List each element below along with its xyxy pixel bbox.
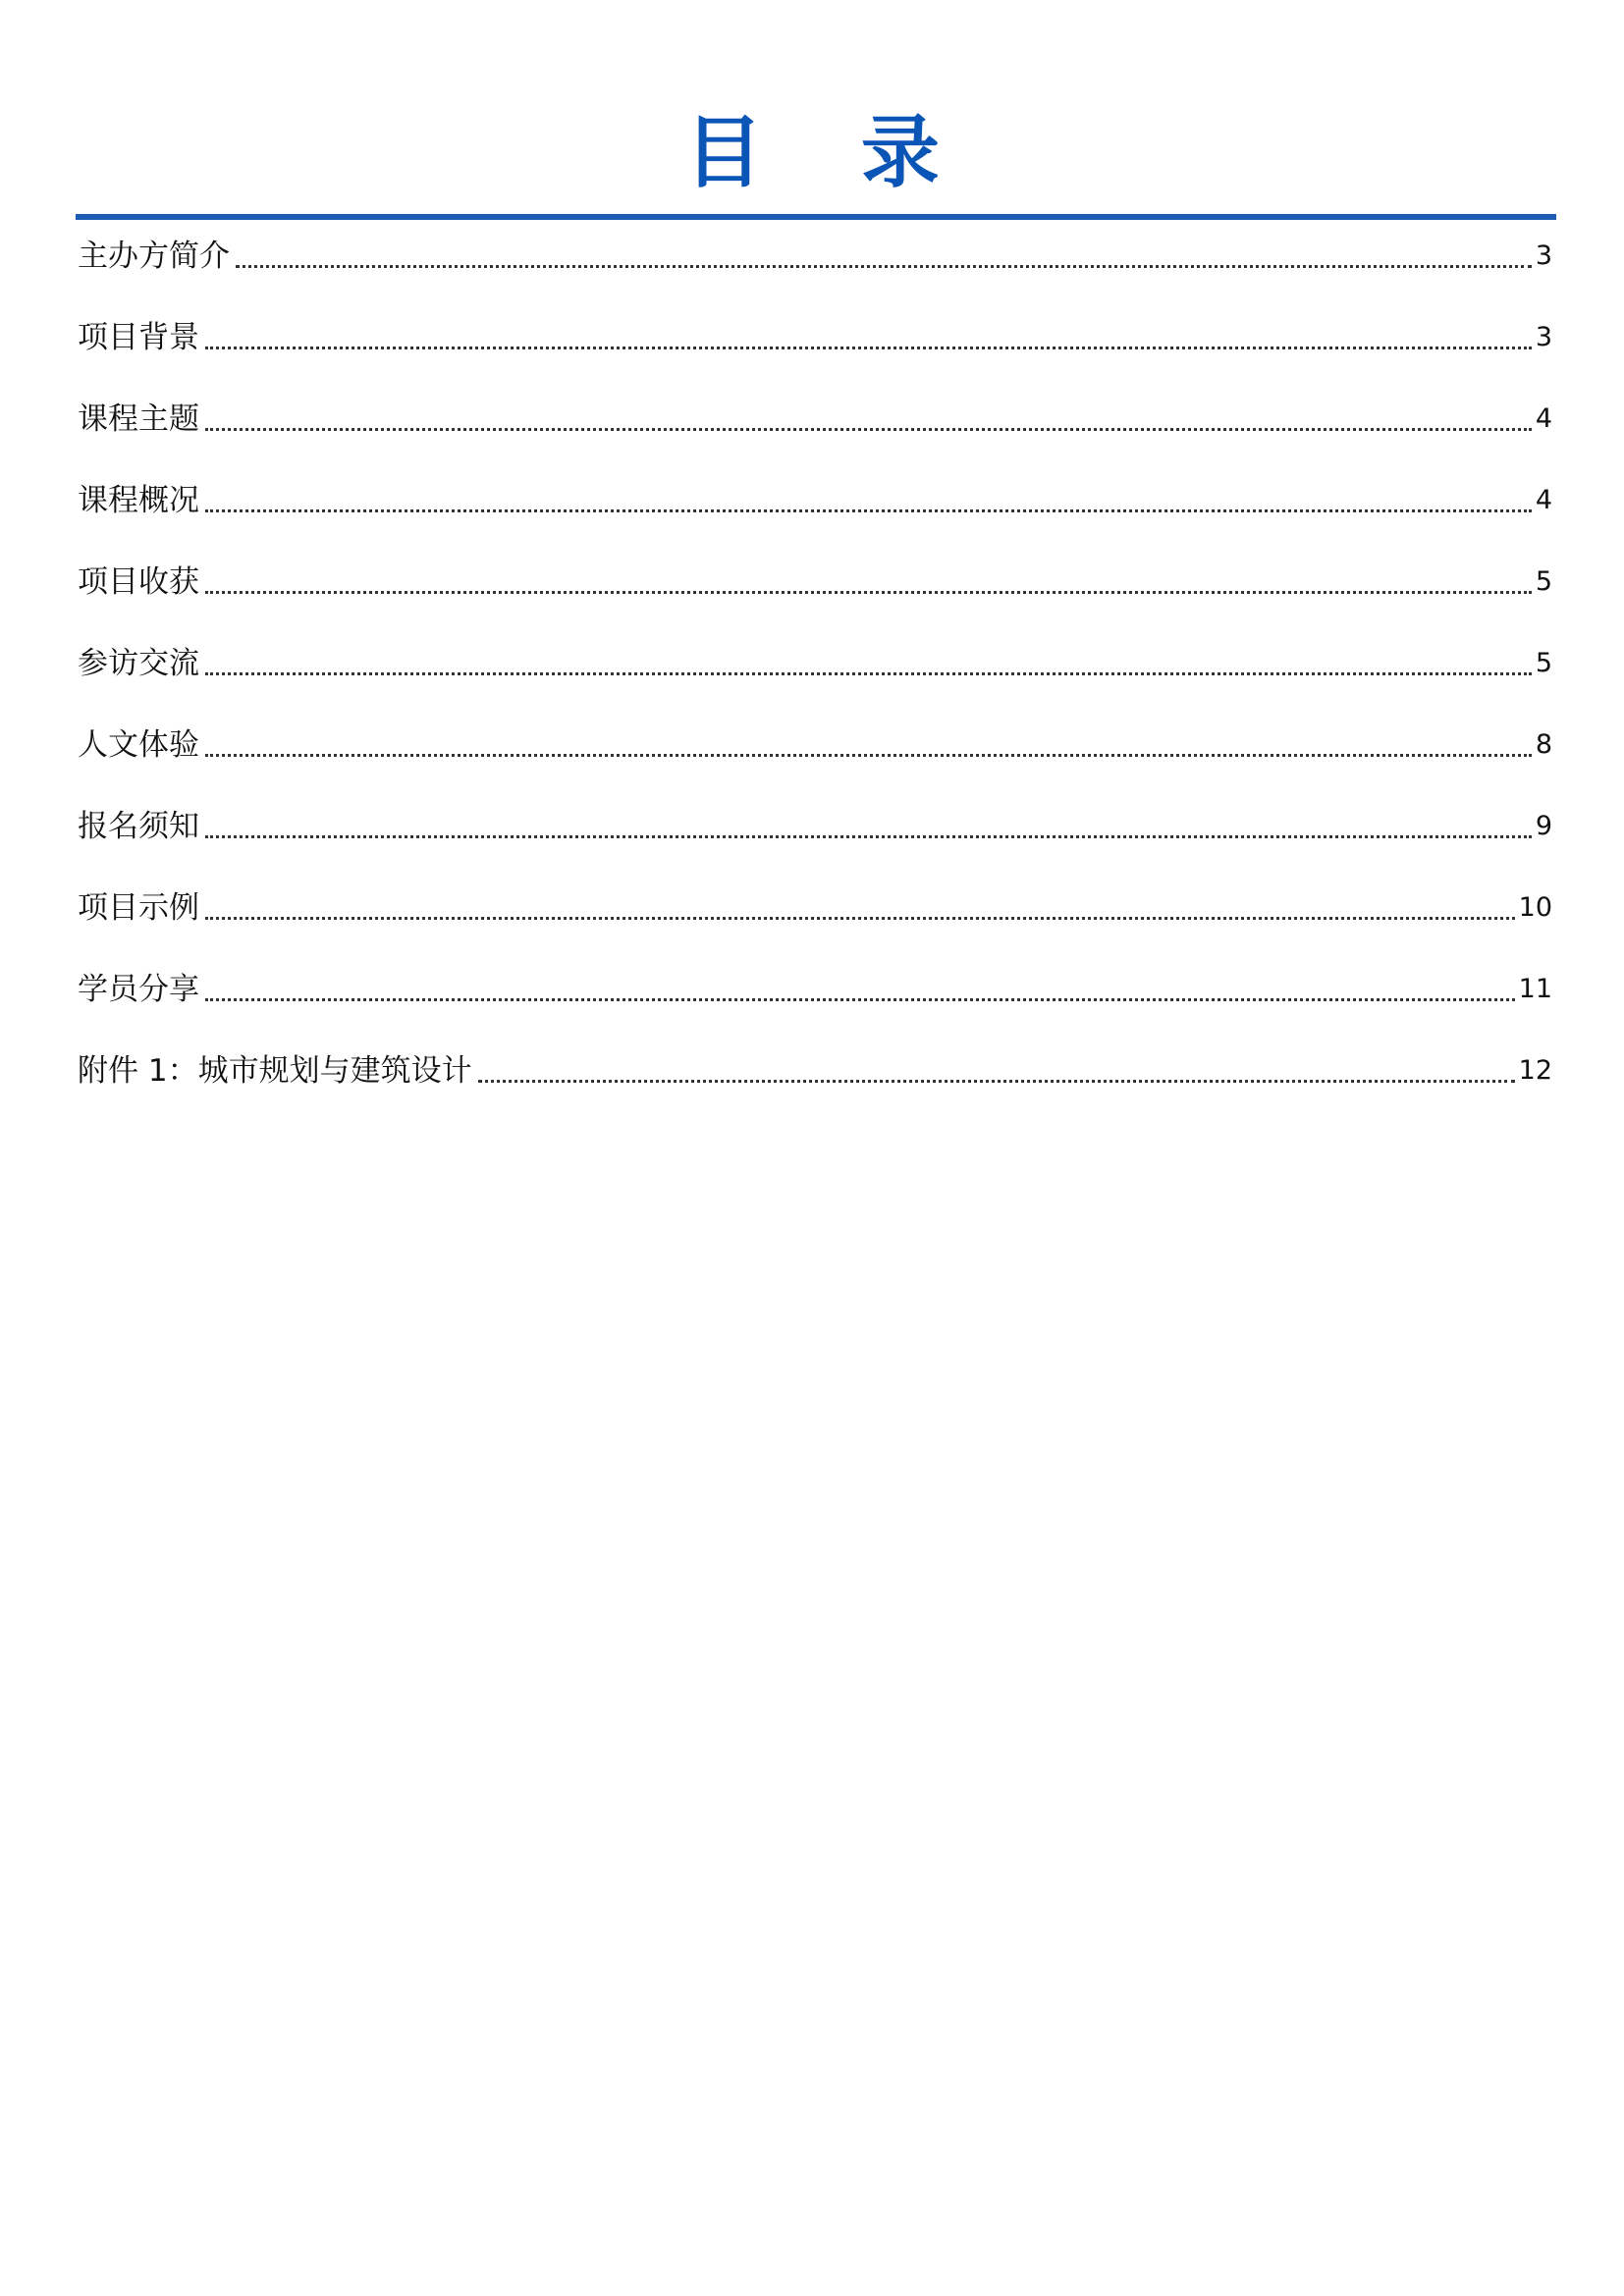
toc-list — [78, 224, 1552, 1093]
toc-entry-label: 课程主题 — [78, 401, 199, 437]
title-divider — [76, 214, 1556, 220]
toc-entry-page: 3 — [1535, 322, 1552, 352]
toc-leader-dots — [478, 1080, 1515, 1083]
toc-entry-label: 学员分享 — [78, 972, 199, 1007]
toc-leader-dots — [205, 998, 1515, 1001]
toc-leader-dots — [205, 347, 1532, 349]
toc-entry-label: 参访交流 — [78, 646, 199, 681]
toc-entry[interactable] — [78, 930, 1552, 1011]
toc-entry[interactable] — [78, 441, 1552, 522]
toc-leader-dots — [205, 917, 1515, 920]
toc-entry-page: 4 — [1535, 403, 1552, 434]
toc-entry-label: 项目示例 — [78, 890, 199, 926]
toc-title: 目 录 — [684, 107, 975, 198]
toc-leader-dots — [236, 265, 1532, 268]
toc-leader-dots — [205, 754, 1532, 757]
toc-entry[interactable] — [78, 1011, 1552, 1093]
toc-leader-dots — [205, 591, 1532, 594]
toc-entry[interactable] — [78, 224, 1552, 278]
toc-leader-dots — [205, 835, 1532, 838]
toc-entry-label: 项目背景 — [78, 320, 199, 355]
toc-entry[interactable] — [78, 522, 1552, 604]
toc-entry-label: 报名须知 — [78, 809, 199, 844]
toc-entry-label: 人文体验 — [78, 727, 199, 763]
toc-entry-label: 附件 1：城市规划与建筑设计 — [78, 1053, 472, 1089]
toc-leader-dots — [205, 672, 1532, 675]
toc-entry-page: 12 — [1518, 1055, 1552, 1086]
toc-entry-page: 9 — [1535, 811, 1552, 841]
toc-entry-page: 5 — [1535, 648, 1552, 678]
toc-entry-label: 课程概况 — [78, 483, 199, 518]
toc-entry-label: 主办方简介 — [78, 239, 230, 274]
toc-entry[interactable] — [78, 685, 1552, 767]
toc-entry-page: 8 — [1535, 729, 1552, 760]
toc-entry[interactable] — [78, 848, 1552, 930]
toc-leader-dots — [205, 428, 1532, 431]
toc-entry[interactable] — [78, 767, 1552, 848]
toc-entry-page: 5 — [1535, 566, 1552, 597]
toc-entry-page: 3 — [1535, 240, 1552, 271]
toc-leader-dots — [205, 509, 1532, 512]
toc-entry[interactable] — [78, 604, 1552, 685]
toc-entry-label: 项目收获 — [78, 564, 199, 600]
toc-entry[interactable] — [78, 359, 1552, 441]
toc-entry-page: 4 — [1535, 485, 1552, 515]
toc-entry-page: 11 — [1518, 974, 1552, 1004]
toc-entry[interactable] — [78, 278, 1552, 359]
toc-entry-page: 10 — [1518, 892, 1552, 923]
